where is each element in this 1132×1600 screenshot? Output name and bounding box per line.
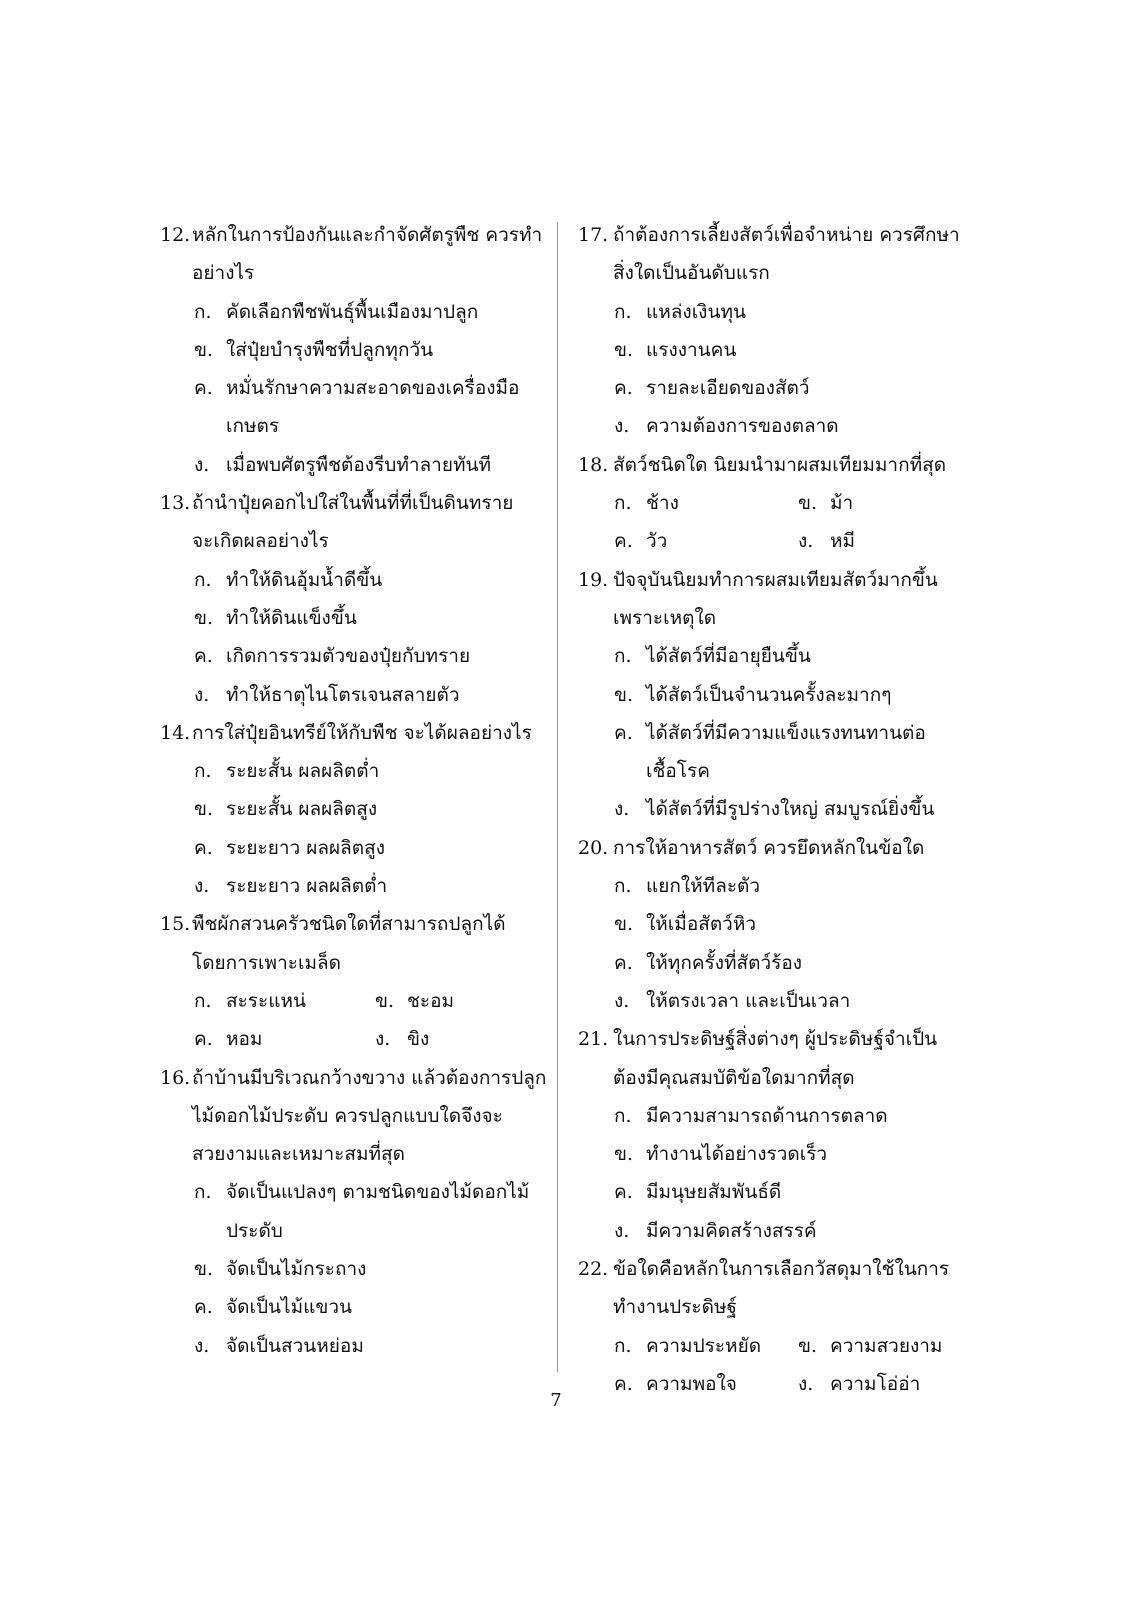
option-label: ข. — [614, 913, 634, 936]
option-line — [578, 676, 978, 714]
option-line — [160, 446, 545, 484]
option-label: ก. — [194, 300, 212, 323]
question-text: ถ้าบ้านมีบริเวณกว้างขวาง แล้วต้องการปลูก — [192, 1066, 547, 1089]
option-label: ค. — [194, 645, 213, 668]
answer-option — [614, 1212, 817, 1250]
option-label: ข. — [614, 1143, 634, 1166]
question-text: ปัจจุบันนิยมทำการผสมเทียมสัตว์มากขึ้น — [613, 568, 938, 591]
question-text: สิ่งใดเป็นอันดับแรก — [613, 262, 770, 285]
option-text: ความประหยัด — [646, 1334, 762, 1357]
question-line — [160, 905, 545, 943]
option-text: แรงงานคน — [646, 338, 737, 361]
option-line — [160, 752, 545, 790]
option-text: ระยะสั้น ผลผลิตต่ำ — [226, 760, 380, 783]
option-label: ง. — [194, 453, 210, 476]
answer-option — [614, 676, 891, 714]
option-label: ก. — [614, 645, 632, 668]
question-line — [578, 446, 978, 484]
question-text: เพราะเหตุใด — [613, 606, 717, 629]
option-line — [578, 790, 978, 828]
question-line — [160, 1059, 545, 1097]
option-text: รายละเอียดของสัตว์ — [646, 377, 810, 400]
option-label: ค. — [194, 377, 213, 400]
question-text: ไม้ดอกไม้ประดับ ควรปลูกแบบใดจึงจะ — [192, 1104, 503, 1127]
option-line — [160, 1250, 545, 1288]
answer-option — [798, 1327, 942, 1365]
question-line — [578, 1250, 978, 1288]
option-text: สะระแหน่ — [226, 989, 306, 1012]
question-line — [578, 599, 978, 637]
question-text: อย่างไร — [192, 262, 255, 285]
answer-option — [614, 1173, 781, 1211]
answer-option — [614, 905, 756, 943]
question-line — [160, 484, 545, 522]
option-line — [160, 790, 545, 828]
question-item — [578, 1250, 978, 1403]
question-text: ในการประดิษฐ์สิ่งต่างๆ ผู้ประดิษฐ์จำเป็น — [613, 1028, 938, 1051]
option-label: ก. — [194, 989, 212, 1012]
question-number: 13. — [160, 492, 191, 515]
question-text: จะเกิดผลอย่างไร — [192, 530, 329, 553]
answer-option — [375, 1020, 429, 1058]
answer-option — [614, 484, 679, 522]
option-label: ก. — [614, 1104, 632, 1127]
answer-option — [194, 1327, 364, 1365]
option-line — [160, 1173, 545, 1211]
option-label: ข. — [194, 1258, 214, 1281]
option-text: ความพอใจ — [646, 1372, 737, 1395]
question-text: ทำงานประดิษฐ์ — [613, 1296, 737, 1319]
answer-option — [614, 944, 802, 982]
option-label: ค. — [194, 1296, 213, 1319]
option-line — [578, 293, 978, 331]
option-label: ข. — [798, 1334, 818, 1357]
option-label: ง. — [194, 683, 210, 706]
option-text: วัว — [646, 530, 668, 553]
option-text: มีมนุษยสัมพันธ์ดี — [646, 1181, 782, 1204]
answer-option — [194, 790, 377, 828]
question-number: 22. — [578, 1258, 609, 1281]
option-line — [160, 369, 545, 407]
option-text: จัดเป็นสวนหย่อม — [226, 1334, 364, 1357]
option-label: ก. — [614, 875, 632, 898]
option-label: ง. — [798, 530, 814, 553]
question-number: 20. — [578, 836, 609, 859]
answer-option — [194, 637, 470, 675]
option-text-continued: เชื้อโรค — [646, 760, 710, 783]
option-label: ก. — [194, 760, 212, 783]
question-line — [578, 1059, 978, 1097]
question-item — [578, 1020, 978, 1250]
option-line — [160, 561, 545, 599]
option-text: มีความคิดสร้างสรรค์ — [646, 1219, 817, 1242]
option-line — [578, 637, 978, 675]
answer-option — [194, 369, 519, 407]
question-text: สวยงามและเหมาะสมที่สุด — [192, 1143, 405, 1166]
option-row — [578, 1327, 978, 1365]
question-text: หลักในการป้องกันและกำจัดศัตรูพืช ควรทำ — [192, 224, 543, 246]
answer-option — [798, 484, 853, 522]
answer-option — [614, 1097, 888, 1135]
option-label: ง. — [798, 1372, 814, 1395]
option-line — [578, 867, 978, 905]
option-label: ง. — [614, 1219, 630, 1242]
question-text: การให้อาหารสัตว์ ควรยึดหลักในข้อใด — [613, 836, 925, 859]
answer-option — [614, 522, 667, 560]
answer-option — [614, 407, 839, 445]
question-text: ถ้านำปุ๋ยคอกไปใส่ในพื้นที่ที่เป็นดินทราย — [192, 492, 514, 515]
question-number: 12. — [160, 224, 191, 246]
option-label: ก. — [614, 300, 632, 323]
option-line — [578, 752, 978, 790]
option-line — [160, 676, 545, 714]
option-line — [578, 714, 978, 752]
question-line — [578, 1288, 978, 1326]
question-item — [160, 905, 545, 1058]
answer-option — [194, 1020, 262, 1058]
option-label: ก. — [614, 492, 632, 515]
option-text: ให้ตรงเวลา และเป็นเวลา — [646, 989, 851, 1012]
option-text: ม้า — [830, 492, 854, 515]
option-line — [578, 369, 978, 407]
option-text: ให้เมื่อสัตว์หิว — [646, 913, 757, 936]
answer-option — [194, 599, 357, 637]
question-item — [578, 446, 978, 561]
answer-option — [614, 982, 850, 1020]
option-text: มีความสามารถด้านการตลาด — [646, 1104, 888, 1127]
answer-option — [194, 829, 385, 867]
option-text: ทำให้ดินแข็งขึ้น — [226, 606, 357, 629]
option-line — [160, 293, 545, 331]
answer-option — [614, 331, 736, 369]
question-item — [578, 216, 978, 446]
answer-option — [614, 714, 926, 752]
option-text: ทำให้ดินอุ้มน้ำดีขึ้น — [226, 568, 383, 591]
option-line — [578, 407, 978, 445]
option-text: จัดเป็นไม้กระถาง — [226, 1258, 367, 1281]
option-line — [578, 1173, 978, 1211]
option-text: ความต้องการของตลาด — [646, 415, 839, 438]
option-line — [578, 944, 978, 982]
answer-option — [375, 982, 454, 1020]
option-text: จัดเป็นแปลงๆ ตามชนิดของไม้ดอกไม้ — [226, 1181, 530, 1204]
option-text: จัดเป็นไม้แขวน — [226, 1296, 352, 1319]
option-text: หอม — [226, 1028, 263, 1051]
option-line — [160, 599, 545, 637]
question-item — [578, 561, 978, 829]
option-label: ค. — [614, 951, 633, 974]
option-label: ค. — [614, 721, 633, 744]
question-number: 21. — [578, 1028, 609, 1051]
option-label: ข. — [614, 338, 634, 361]
right-column — [578, 216, 978, 1403]
question-line — [160, 254, 545, 292]
answer-option — [194, 982, 306, 1020]
option-text: ได้สัตว์ที่มีรูปร่างใหญ่ สมบูรณ์ยิ่งขึ้น — [646, 798, 935, 821]
option-label: ง. — [194, 875, 210, 898]
page-number: 7 — [550, 1390, 562, 1411]
question-number: 15. — [160, 913, 191, 936]
answer-option — [614, 867, 760, 905]
question-number: 16. — [160, 1066, 191, 1089]
option-line — [578, 331, 978, 369]
option-label: ข. — [194, 798, 214, 821]
option-text: ได้สัตว์ที่มีความแข็งแรงทนทานต่อ — [646, 721, 926, 744]
option-text: ความโอ่อ่า — [830, 1372, 921, 1395]
option-line — [160, 1212, 545, 1250]
option-label: ค. — [614, 377, 633, 400]
option-text: ระยะยาว ผลผลิตต่ำ — [226, 875, 388, 898]
answer-option — [194, 752, 379, 790]
question-line — [578, 829, 978, 867]
answer-option — [194, 676, 460, 714]
answer-option — [194, 293, 478, 331]
option-row — [578, 484, 978, 522]
option-line — [578, 905, 978, 943]
option-label: ง. — [194, 1334, 210, 1357]
option-line — [578, 982, 978, 1020]
option-text: ระยะยาว ผลผลิตสูง — [226, 836, 386, 859]
option-label: ข. — [194, 606, 214, 629]
option-line — [578, 1212, 978, 1250]
question-line — [578, 561, 978, 599]
option-label: ค. — [194, 1028, 213, 1051]
option-text: ให้ทุกครั้งที่สัตว์ร้อง — [646, 951, 803, 974]
option-label: ง. — [614, 798, 630, 821]
option-line — [160, 829, 545, 867]
option-text: ทำให้ธาตุไนโตรเจนสลายตัว — [226, 683, 460, 706]
option-text: ขิง — [407, 1028, 430, 1051]
option-label: ง. — [375, 1028, 391, 1051]
question-line — [578, 1020, 978, 1058]
option-line — [160, 867, 545, 905]
question-line — [160, 714, 545, 752]
option-label: ค. — [614, 530, 633, 553]
answer-option — [194, 1173, 529, 1211]
option-text: หมี — [830, 530, 856, 553]
option-text: หมั่นรักษาความสะอาดของเครื่องมือ — [226, 377, 520, 400]
question-line — [160, 1097, 545, 1135]
option-text: ช้าง — [646, 492, 679, 515]
option-label: ก. — [614, 1334, 632, 1357]
question-text: การใส่ปุ๋ยอินทรีย์ให้กับพืช จะได้ผลอย่างไร — [192, 721, 532, 744]
option-text: แยกให้ทีละตัว — [646, 875, 761, 898]
question-number: 17. — [578, 224, 609, 246]
question-item — [578, 829, 978, 1020]
answer-option — [194, 1288, 352, 1326]
option-text: คัดเลือกพืชพันธุ์พื้นเมืองมาปลูก — [226, 300, 479, 323]
option-line — [578, 1135, 978, 1173]
option-label: ก. — [194, 568, 212, 591]
question-line — [578, 216, 978, 254]
option-label: ข. — [194, 338, 214, 361]
answer-option — [614, 1327, 761, 1365]
option-line — [160, 331, 545, 369]
option-text-continued: ประดับ — [226, 1219, 283, 1242]
question-item — [160, 1059, 545, 1365]
question-text: ต้องมีคุณสมบัติข้อใดมากที่สุด — [613, 1066, 855, 1089]
option-label: ง. — [614, 415, 630, 438]
option-label: ค. — [614, 1372, 633, 1395]
option-text: ได้สัตว์เป็นจำนวนครั้งละมากๆ — [646, 683, 892, 706]
answer-option — [614, 790, 934, 828]
question-number: 14. — [160, 721, 191, 744]
option-text: ระยะสั้น ผลผลิตสูง — [226, 798, 378, 821]
option-text: แหล่งเงินทุน — [646, 300, 746, 323]
option-text: เกิดการรวมตัวของปุ๋ยกับทราย — [226, 645, 471, 668]
column-divider — [557, 222, 558, 1372]
answer-option — [194, 446, 491, 484]
question-item — [160, 714, 545, 905]
option-line — [160, 1288, 545, 1326]
question-text: ข้อใดคือหลักในการเลือกวัสดุมาใช้ในการ — [613, 1258, 950, 1281]
question-line — [160, 216, 545, 254]
option-label: ง. — [614, 989, 630, 1012]
question-text: สัตว์ชนิดใด นิยมนำมาผสมเทียมมากที่สุด — [613, 453, 947, 476]
option-row — [160, 1020, 545, 1058]
option-line — [160, 1327, 545, 1365]
question-text: โดยการเพาะเมล็ด — [192, 951, 341, 974]
option-line — [160, 407, 545, 445]
option-line — [160, 637, 545, 675]
question-line — [160, 1135, 545, 1173]
question-item — [160, 484, 545, 714]
question-line — [160, 944, 545, 982]
answer-option — [614, 637, 811, 675]
option-text: ได้สัตว์ที่มีอายุยืนขึ้น — [646, 645, 811, 668]
option-label: ข. — [375, 989, 395, 1012]
option-row — [160, 982, 545, 1020]
answer-option — [194, 331, 433, 369]
answer-option — [614, 369, 810, 407]
option-text: ชะอม — [407, 989, 455, 1012]
question-number: 18. — [578, 453, 609, 476]
answer-option — [194, 867, 387, 905]
option-label: ค. — [194, 836, 213, 859]
option-text: ใส่ปุ๋ยบำรุงพืชที่ปลูกทุกวัน — [226, 338, 434, 361]
option-text: ทำงานได้อย่างรวดเร็ว — [646, 1143, 828, 1166]
option-label: ข. — [614, 683, 634, 706]
answer-option — [194, 1250, 366, 1288]
option-text: ความสวยงาม — [830, 1334, 943, 1357]
question-item — [160, 216, 545, 484]
option-line — [578, 1097, 978, 1135]
answer-option — [614, 293, 746, 331]
question-number: 19. — [578, 568, 609, 591]
option-row — [578, 522, 978, 560]
option-label: ข. — [798, 492, 818, 515]
question-line — [160, 522, 545, 560]
question-text: ถ้าต้องการเลี้ยงสัตว์เพื่อจำหน่าย ควรศึกษา — [613, 224, 960, 246]
question-line — [578, 254, 978, 292]
left-column — [160, 216, 545, 1365]
option-label: ค. — [614, 1181, 633, 1204]
answer-option — [614, 1135, 827, 1173]
answer-option — [798, 522, 855, 560]
option-label: ก. — [194, 1181, 212, 1204]
answer-option — [194, 561, 382, 599]
option-text-continued: เกษตร — [226, 415, 280, 438]
question-text: พืชผักสวนครัวชนิดใดที่สามารถปลูกได้ — [192, 913, 506, 936]
option-text: เมื่อพบศัตรูพืชต้องรีบทำลายทันที — [226, 453, 492, 476]
